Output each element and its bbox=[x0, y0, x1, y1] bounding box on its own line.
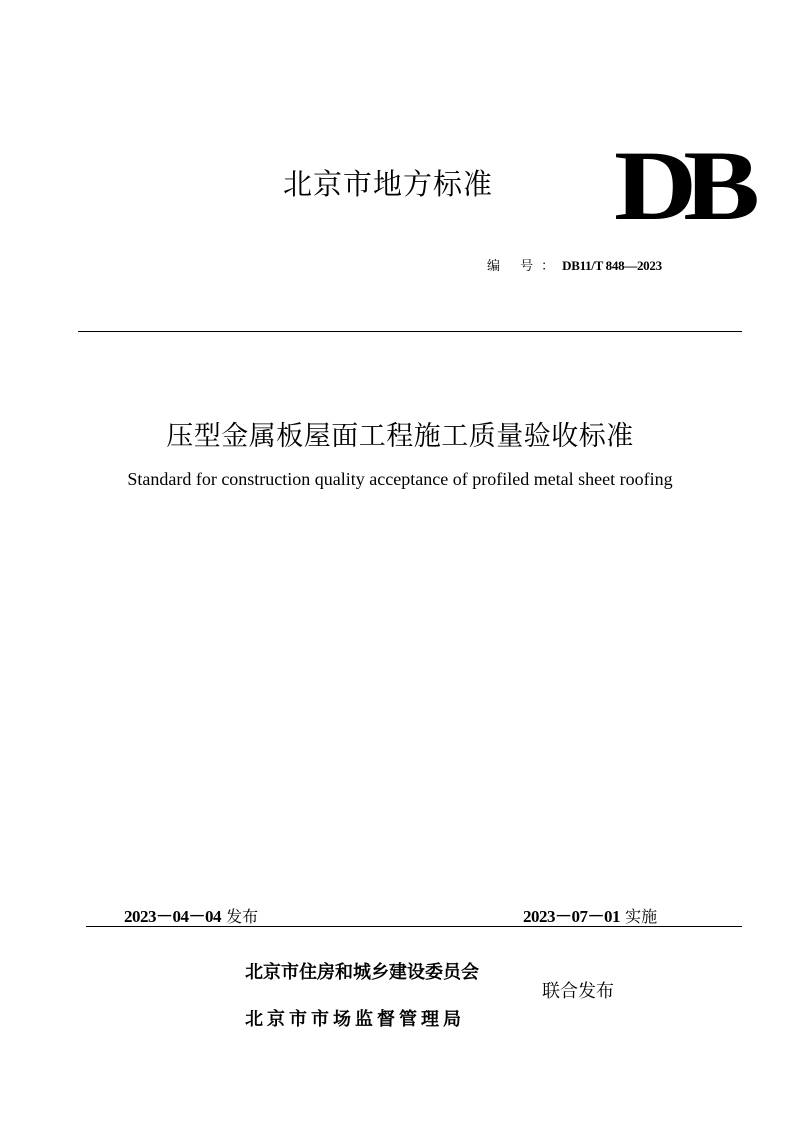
issuer-market-regulation: 北京市市场监督管理局 bbox=[245, 1009, 465, 1030]
issue-date-line bbox=[124, 902, 258, 927]
effective-label: 实施 bbox=[625, 907, 658, 926]
effective-date-line bbox=[523, 902, 657, 927]
joint-issue-label: 联合发布 bbox=[542, 981, 614, 1002]
document-title-english: Standard for construction quality acceptance of profiled metal sheet roofing bbox=[127, 469, 673, 489]
standard-code-value: DB11/T 848—2023 bbox=[562, 258, 662, 273]
standard-code-line bbox=[487, 255, 662, 274]
effective-date: 2023－07－01 bbox=[523, 907, 620, 926]
top-divider bbox=[78, 331, 742, 332]
db-logo: DB bbox=[614, 130, 747, 241]
issue-date: 2023－04－04 bbox=[124, 907, 221, 926]
issuer-housing-commission: 北京市住房和城乡建设委员会 bbox=[245, 962, 479, 983]
document-title-chinese: 压型金属板屋面工程施工质量验收标准 bbox=[166, 421, 634, 452]
issue-label: 发布 bbox=[226, 907, 259, 926]
standard-type-title: 北京市地方标准 bbox=[283, 167, 494, 201]
standard-code-label: 编 号： bbox=[487, 259, 563, 274]
bottom-divider bbox=[86, 926, 742, 927]
